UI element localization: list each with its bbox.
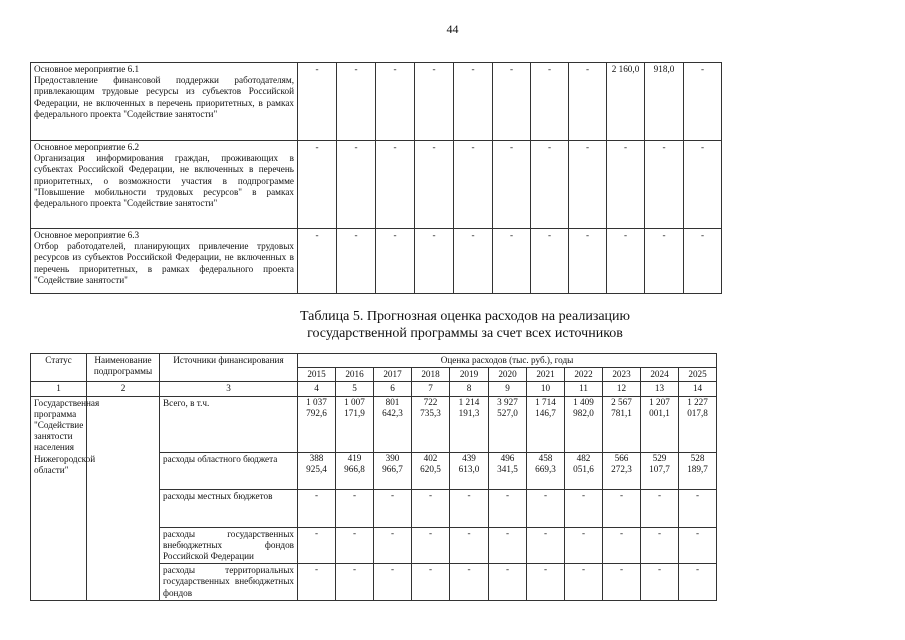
expense-value-part: 1 214 [458, 396, 480, 407]
expense-value-part: 051,6 [573, 463, 594, 474]
expense-value-part: 388 [309, 452, 324, 463]
expense-value-cell [565, 527, 603, 564]
expense-value-cell [450, 396, 489, 452]
column-number: 6 [374, 382, 412, 396]
funding-row [31, 396, 717, 452]
activity-description [31, 63, 298, 141]
expense-value-cell [603, 564, 641, 601]
activity-value-cell: - [337, 141, 376, 229]
expense-value-part: 1 714 [535, 396, 556, 407]
activity-value-cell: - [684, 229, 722, 294]
column-number: 4 [298, 382, 336, 396]
expense-value-part: 390 [385, 452, 400, 463]
expense-value-cell [489, 489, 527, 527]
expense-value-part: - [696, 489, 700, 500]
header-sources: Источники финансирования [160, 354, 298, 382]
activity-value-cell: - [454, 63, 493, 141]
expense-value-cell [336, 564, 374, 601]
expense-value-cell [527, 527, 565, 564]
expense-value-part: 189,7 [687, 463, 708, 474]
expense-value-part: 722 [423, 396, 438, 407]
column-number: 7 [412, 382, 450, 396]
expense-value-part: 171,9 [344, 407, 365, 418]
expense-value-cell [527, 564, 565, 601]
expense-value-cell [450, 452, 489, 489]
activity-title: Основное мероприятие 6.2 [34, 142, 140, 152]
activity-value-cell: - [493, 63, 531, 141]
expense-value-part: 458 [538, 452, 553, 463]
activity-value-cell: - [684, 141, 722, 229]
year-header: 2020 [489, 368, 527, 382]
activity-text: Отбор работодателей, планирующих привлечение трудовых ресурсов из субъектов Российской Федерации, не включенных в перечень приоритетных, в рамках федерального проекта "Содействие занятости" [34, 241, 294, 285]
expense-value-part: 146,7 [535, 407, 556, 418]
expense-value-cell [565, 489, 603, 527]
year-header: 2015 [298, 368, 336, 382]
activity-value-cell: - [376, 63, 415, 141]
year-header: 2016 [336, 368, 374, 382]
expense-value-part: 272,3 [611, 463, 632, 474]
activity-value-cell: - [376, 141, 415, 229]
activity-row [31, 63, 722, 141]
expense-value-part: - [696, 564, 700, 575]
expense-value-cell [641, 489, 679, 527]
expense-value-part: 496 [500, 452, 515, 463]
expense-forecast-table [30, 353, 717, 601]
activity-value-cell: 918,0 [645, 63, 684, 141]
expense-value-part: 1 409 [573, 396, 594, 407]
expense-value-part: - [390, 527, 395, 538]
expense-value-part: 528 [690, 452, 705, 463]
expense-value-part: 669,3 [535, 463, 556, 474]
expense-value-cell [679, 489, 717, 527]
expense-value-part: 1 227 [687, 396, 708, 407]
activity-value-cell: - [298, 229, 337, 294]
activity-value-cell: - [337, 63, 376, 141]
expense-value-cell [603, 452, 641, 489]
expense-value-part: - [428, 564, 433, 575]
expense-value-part: 1 037 [306, 396, 327, 407]
expense-value-part: 642,3 [382, 407, 403, 418]
activity-value-cell: - [454, 141, 493, 229]
column-number: 10 [527, 382, 565, 396]
header-status: Статус [31, 354, 87, 382]
expense-value-part: 966,7 [382, 463, 403, 474]
year-header: 2022 [565, 368, 603, 382]
funding-source-cell: расходы территориальных государственных внебюджетных фондов [160, 564, 298, 601]
expense-value-cell [298, 489, 336, 527]
column-number: 9 [489, 382, 527, 396]
expense-value-part: 402 [423, 452, 438, 463]
expense-value-part: - [352, 564, 357, 575]
year-header: 2024 [641, 368, 679, 382]
expense-value-cell [565, 452, 603, 489]
expense-value-part: - [390, 564, 395, 575]
expense-value-cell [489, 527, 527, 564]
expense-value-part: - [657, 527, 662, 538]
funding-source-cell: расходы государственных внебюджетных фондов Российской Федерации [160, 527, 298, 564]
expense-value-part: - [467, 489, 471, 500]
activity-description [31, 141, 298, 229]
activity-value-cell: - [298, 141, 337, 229]
funding-source-cell: расходы областного бюджета [160, 452, 298, 489]
expense-value-cell [641, 527, 679, 564]
activity-value-cell: - [415, 141, 454, 229]
expense-value-cell [374, 396, 412, 452]
expense-value-cell [679, 452, 717, 489]
year-header: 2018 [412, 368, 450, 382]
year-header: 2019 [450, 368, 489, 382]
activity-text: Предоставление финансовой поддержки работодателям, привлекающим трудовые ресурсы из субъектов Российской Федерации, не включенных в перечень приоритетных, в рамках федерального проекта "Содействие занятости" [34, 75, 294, 119]
expense-value-part: 529 [652, 452, 667, 463]
column-number: 11 [565, 382, 603, 396]
activity-value-cell: - [415, 63, 454, 141]
expense-value-cell [565, 564, 603, 601]
expense-value-part: - [543, 527, 548, 538]
expense-value-part: 620,5 [420, 463, 441, 474]
activity-value-cell: - [569, 63, 607, 141]
year-header: 2021 [527, 368, 565, 382]
expense-value-part: 527,0 [497, 407, 518, 418]
expense-value-cell [336, 396, 374, 452]
expense-value-cell [336, 489, 374, 527]
expense-value-cell [412, 396, 450, 452]
expense-value-cell [679, 564, 717, 601]
expense-value-cell [374, 452, 412, 489]
expense-value-part: - [467, 527, 471, 538]
expense-value-part: - [543, 489, 548, 500]
header-estimate: Оценка расходов (тыс. руб.), годы [298, 354, 717, 368]
expense-value-cell [374, 527, 412, 564]
column-number: 13 [641, 382, 679, 396]
activity-value-cell: - [569, 229, 607, 294]
expense-value-part: - [314, 564, 319, 575]
expense-value-part: - [428, 527, 433, 538]
expense-value-cell [374, 489, 412, 527]
subprogram-cell [87, 396, 160, 600]
expense-value-part: 3 927 [497, 396, 518, 407]
expense-value-cell [641, 396, 679, 452]
expense-value-cell [412, 452, 450, 489]
activity-title: Основное мероприятие 6.3 [34, 230, 140, 240]
expense-value-part: - [581, 564, 586, 575]
expense-value-part: 801 [385, 396, 400, 407]
activity-value-cell: - [607, 141, 645, 229]
expense-value-cell [641, 452, 679, 489]
expense-value-part: 107,7 [649, 463, 670, 474]
table5-header [31, 354, 717, 397]
activities-table [30, 62, 722, 294]
expense-value-part: - [696, 527, 700, 538]
expense-value-part: - [543, 564, 548, 575]
expense-value-cell [489, 452, 527, 489]
activity-value-cell: - [415, 229, 454, 294]
expense-value-cell [450, 527, 489, 564]
expense-value-cell [412, 564, 450, 601]
expense-value-cell [527, 489, 565, 527]
activity-description [31, 229, 298, 294]
expense-value-part: - [390, 489, 395, 500]
expense-value-cell [603, 489, 641, 527]
expense-value-cell [298, 564, 336, 601]
expense-value-part: 2 567 [611, 396, 632, 407]
expense-value-part: - [352, 489, 357, 500]
expense-value-part: 735,3 [420, 407, 441, 418]
expense-value-part: - [619, 489, 624, 500]
expense-value-part: 191,3 [458, 407, 480, 418]
funding-source-cell: расходы местных бюджетов [160, 489, 298, 527]
activity-row [31, 229, 722, 294]
expense-value-part: - [581, 489, 586, 500]
expense-value-part: 341,5 [497, 463, 518, 474]
expense-value-part: - [619, 564, 624, 575]
expense-value-cell [298, 396, 336, 452]
expense-value-cell [489, 396, 527, 452]
expense-value-part: 001,1 [649, 407, 670, 418]
expense-value-cell [565, 396, 603, 452]
activity-value-cell: - [376, 229, 415, 294]
expense-value-cell [412, 527, 450, 564]
column-number: 5 [336, 382, 374, 396]
expense-value-part: 482 [576, 452, 591, 463]
expense-value-cell [603, 527, 641, 564]
expense-value-part: 566 [614, 452, 629, 463]
column-number: 2 [87, 382, 160, 396]
expense-value-part: 925,4 [306, 463, 327, 474]
activity-value-cell: - [684, 63, 722, 141]
column-number: 12 [603, 382, 641, 396]
activity-row [31, 141, 722, 229]
year-header: 2025 [679, 368, 717, 382]
activity-value-cell: - [569, 141, 607, 229]
program-status-cell: Государственная программа "Содействие занятости населения Нижегородской области" [31, 396, 87, 600]
activity-value-cell: - [531, 141, 569, 229]
expense-value-part: - [428, 489, 433, 500]
table5-caption-line-1: Таблица 5. Прогнозная оценка расходов на реализацию [299, 309, 631, 324]
activity-title: Основное мероприятие 6.1 [34, 64, 140, 74]
expense-value-part: 439 [462, 452, 476, 463]
expense-value-cell [679, 527, 717, 564]
expense-value-part: - [314, 489, 319, 500]
activity-value-cell: - [645, 229, 684, 294]
activity-value-cell: - [493, 141, 531, 229]
activity-value-cell: - [454, 229, 493, 294]
expense-value-cell [412, 489, 450, 527]
expense-value-cell [527, 452, 565, 489]
expense-value-cell [641, 564, 679, 601]
expense-value-part: 781,1 [611, 407, 632, 418]
year-header: 2017 [374, 368, 412, 382]
expense-value-cell [298, 452, 336, 489]
activity-value-cell: - [298, 63, 337, 141]
expense-value-cell [298, 527, 336, 564]
expense-value-part: 613,0 [458, 463, 480, 474]
activity-value-cell: 2 160,0 [607, 63, 645, 141]
column-number: 8 [450, 382, 489, 396]
expense-value-part: - [314, 527, 319, 538]
expense-value-part: - [505, 489, 510, 500]
expense-value-cell [450, 564, 489, 601]
column-number: 1 [31, 382, 87, 396]
activity-text: Организация информирования граждан, проживающих в субъектах Российской Федерации, не включенных в перечень приоритетных, о возможности участия в подпрограмме "Повышение мобильности трудовых ресурсов" в рамках федерального проекта "Содействие занятости" [34, 153, 294, 209]
year-header: 2023 [603, 368, 641, 382]
activity-value-cell: - [493, 229, 531, 294]
expense-value-part: - [505, 527, 510, 538]
expense-value-part: 1 007 [344, 396, 365, 407]
funding-source-cell: Всего, в т.ч. [160, 396, 298, 452]
activity-value-cell: - [645, 141, 684, 229]
page-number: 44 [446, 22, 459, 36]
expense-value-cell [489, 564, 527, 601]
expense-value-cell [336, 452, 374, 489]
expense-value-cell [450, 489, 489, 527]
expense-value-cell [679, 396, 717, 452]
expense-value-part: 792,6 [306, 407, 327, 418]
expense-value-part: - [619, 527, 624, 538]
activity-value-cell: - [531, 229, 569, 294]
expense-value-cell [603, 396, 641, 452]
expense-value-part: 1 207 [649, 396, 670, 407]
expense-value-cell [374, 564, 412, 601]
expense-value-cell [527, 396, 565, 452]
expense-value-part: - [505, 564, 510, 575]
column-number: 3 [160, 382, 298, 396]
expense-value-cell [336, 527, 374, 564]
header-subprogram: Наименование подпрограммы [87, 354, 160, 382]
activity-value-cell: - [337, 229, 376, 294]
table5-caption-line-2: государственной программы за счет всех источников [307, 326, 623, 341]
expense-value-part: 419 [347, 452, 362, 463]
expense-value-part: - [467, 564, 471, 575]
expense-value-part: - [581, 527, 586, 538]
expense-value-part: - [352, 527, 357, 538]
expense-value-part: - [657, 489, 662, 500]
table5-caption [230, 308, 700, 342]
expense-value-part: 966,8 [344, 463, 365, 474]
column-number: 14 [679, 382, 717, 396]
activity-value-cell: - [607, 229, 645, 294]
activity-value-cell: - [531, 63, 569, 141]
expense-value-part: 982,0 [573, 407, 594, 418]
expense-value-part: - [657, 564, 662, 575]
expense-value-part: 017,8 [687, 407, 708, 418]
